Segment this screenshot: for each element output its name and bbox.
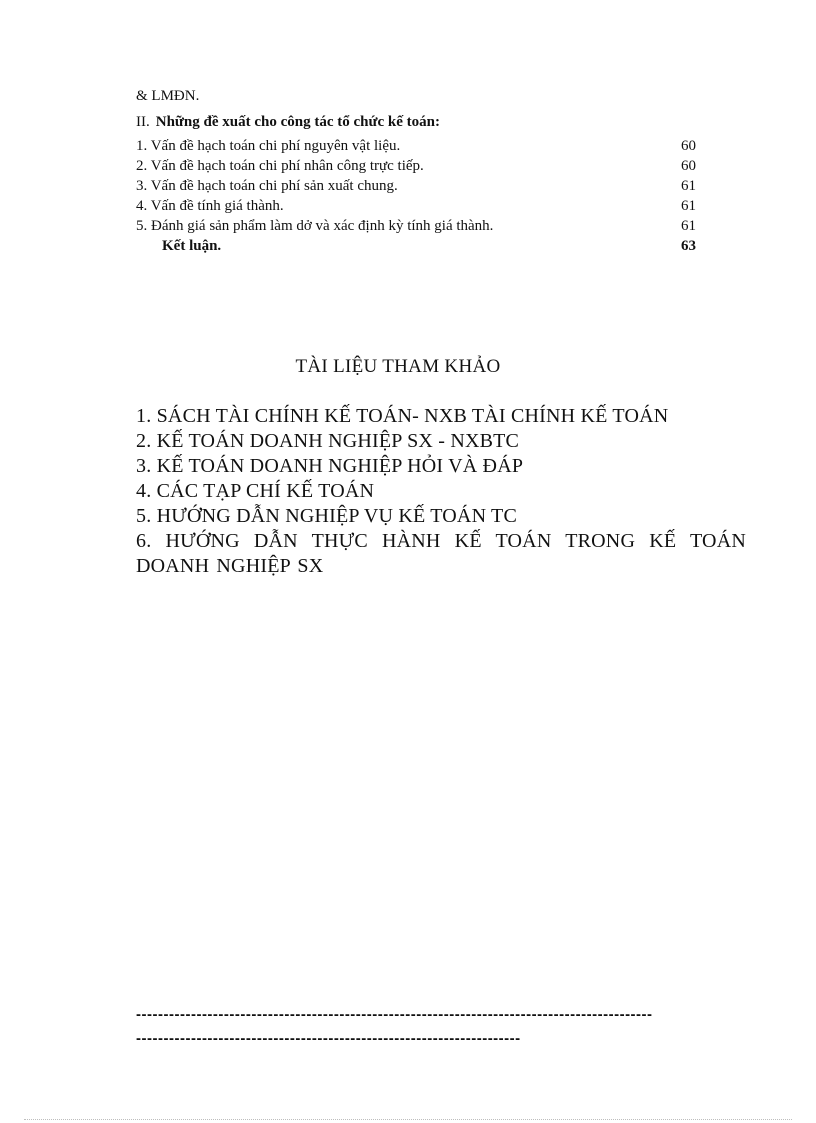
- page-bottom-border: [24, 1119, 792, 1120]
- toc-entry-text: 2. Vấn đề hạch toán chi phí nhân công trực tiếp.: [136, 158, 424, 174]
- toc-section-heading: [136, 112, 696, 132]
- reference-item: 3. KẾ TOÁN DOANH NGHIỆP HỎI VÀ ĐÁP: [136, 455, 524, 477]
- reference-item: 1. SÁCH TÀI CHÍNH KẾ TOÁN- NXB TÀI CHÍNH KẾ TOÁN: [136, 405, 669, 427]
- separator-line: ----------------------------------------------------------------------------------------------: [136, 1006, 653, 1023]
- toc-section-title-wrap: [136, 112, 440, 132]
- toc-entry-text: 1. Vấn đề hạch toán chi phí nguyên vật liệu.: [136, 138, 401, 154]
- reference-item: 6. HƯỚNG DẪN THỰC HÀNH KẾ TOÁN TRONG KẾ TOÁN DOANH NGHIỆP SX: [136, 530, 746, 577]
- toc-entry: [136, 176, 696, 196]
- toc-section-title: Những đề xuất cho công tác tổ chức kế toán:: [155, 114, 440, 130]
- toc-continuation-line: [136, 86, 696, 106]
- reference-item: 4. CÁC TẠP CHÍ KẾ TOÁN: [136, 480, 375, 502]
- toc-entry-page: 60: [681, 158, 696, 174]
- toc-continuation-text: & LMĐN.: [136, 88, 200, 104]
- toc-conclusion: [136, 236, 696, 256]
- toc-entry-page: 61: [681, 178, 696, 194]
- toc-entry-text: 3. Vấn đề hạch toán chi phí sản xuất chung.: [136, 178, 398, 194]
- toc-section-numeral: II.: [136, 114, 150, 130]
- toc-entry: [136, 196, 696, 216]
- toc-entry-page: 61: [681, 218, 696, 234]
- reference-item: 2. KẾ TOÁN DOANH NGHIỆP SX - NXBTC: [136, 430, 520, 452]
- table-of-contents: [136, 86, 696, 256]
- separator-line: ----------------------------------------------------------------------: [136, 1030, 521, 1047]
- toc-conclusion-text: Kết luận.: [162, 238, 222, 254]
- toc-entry: [136, 156, 696, 176]
- toc-entry-page: 61: [681, 198, 696, 214]
- toc-entry-text: 4. Vấn đề tính giá thành.: [136, 198, 284, 214]
- reference-item: 5. HƯỚNG DẪN NGHIỆP VỤ KẾ TOÁN TC: [136, 505, 518, 527]
- toc-entry-page: 60: [681, 138, 696, 154]
- references-list: [136, 404, 746, 579]
- toc-entry: [136, 216, 696, 236]
- toc-conclusion-page: 63: [681, 238, 696, 254]
- references-title: TÀI LIỆU THAM KHẢO: [295, 356, 501, 377]
- toc-entry: [136, 136, 696, 156]
- toc-entry-text: 5. Đánh giá sản phẩm làm dở và xác định kỳ tính giá thành.: [136, 218, 494, 234]
